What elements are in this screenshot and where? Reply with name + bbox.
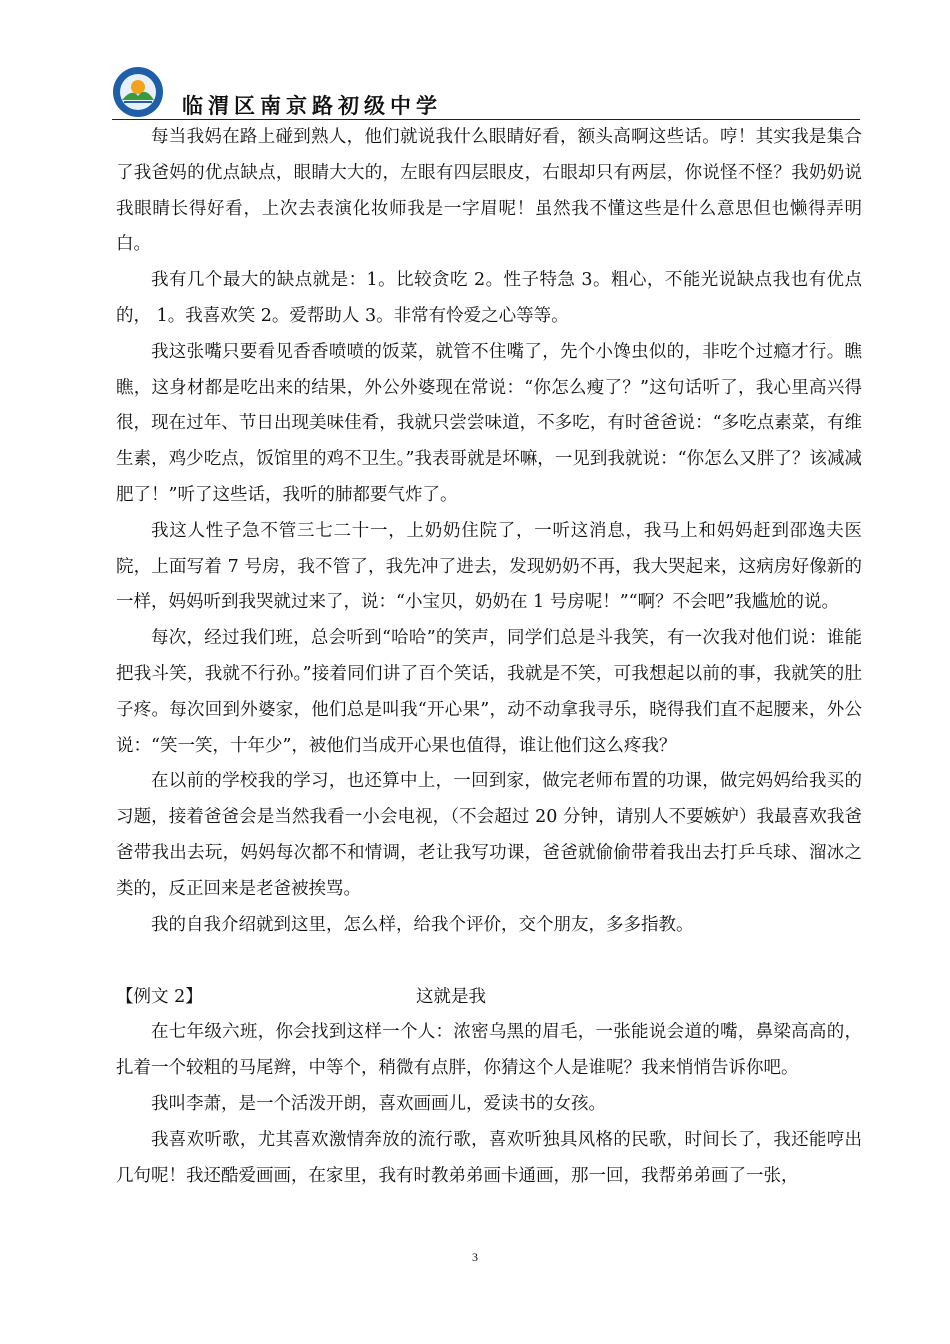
paragraph: 在以前的学校我的学习，也还算中上，一回到家，做完老师布置的功课，做完妈妈给我买的习题，接着爸爸会是当然我看一小会电视，（不会超过 20 分钟，请别人不要嫉妒）我最喜欢我爸爸带我出去玩，妈妈每次都不和情调，老让我写功课，爸爸就偷偷带着我出去打乒乓球、溜冰之类的，反正回来是老爸被挨骂。 [116,771,862,899]
paragraph: 我的自我介绍就到这里，怎么样，给我个评价，交个朋友，多多指教。 [151,914,694,935]
blank-line [116,943,862,979]
paragraph: 每次，经过我们班，总会听到“哈哈”的笑声，同学们总是斗我笑，有一次我对他们说：谁能把我斗笑，我就不行孙。”接着同们讲了百个笑话，我就是不笑，可我想起以前的事，我就笑的肚子疼。每次回到外婆家，他们总是叫我“开心果”，动不动拿我寻乐，晓得我们直不起腰来，外公说：“笑一笑，十年少”，被他们当成开心果也值得，谁让他们这么疼我？ [116,628,862,756]
school-name: 临渭区南京路初级中学 [182,94,442,118]
paragraph: 每当我妈在路上碰到熟人，他们就说我什么眼睛好看，额头高啊这些话。哼！其实我是集合了我爸妈的优点缺点，眼睛大大的，左眼有四层眼皮，右眼却只有两层，你说怪不怪？我奶奶说我眼睛长得好看，上次去表演化妆师我是一字眉呢！虽然我不懂这些是什么意思但也懒得弄明白。 [116,127,862,255]
example-label: 【例文 2】 [116,987,203,1008]
paragraph: 我叫李萧，是一个活泼开朗，喜欢画画儿，爱读书的女孩。 [151,1093,606,1114]
paragraph: 我这人性子急不管三七二十一，上奶奶住院了，一听这消息，我马上和妈妈赶到邵逸夫医院，上面写着 7 号房，我不管了，我先冲了进去，发现奶奶不再，我大哭起来，这病房好像新的一样，妈妈听到我哭就过来了，说：“小宝贝，奶奶在 1 号房呢！”“啊？不会吧”我尴尬的说。 [116,520,862,613]
page-number: 3 [472,1250,478,1264]
example-heading [116,979,862,1015]
document-body [116,120,862,1194]
school-logo [112,66,164,118]
paragraph: 我这张嘴只要看见香香喷喷的饭菜，就管不住嘴了，先个小馋虫似的，非吃个过瘾才行。瞧瞧，这身材都是吃出来的结果，外公外婆现在常说：“你怎么瘦了？”这句话听了，我心里高兴得很，现在过年、节日出现美味佳肴，我就只尝尝味道，不多吃，有时爸爸说：“多吃点素菜，有维生素，鸡少吃点，饭馆里的鸡不卫生。”我表哥就是坏嘛，一见到我就说：“你怎么又胖了？该减减肥了！”听了这些话，我听的肺都要气炸了。 [116,341,862,505]
paragraph: 我有几个最大的缺点就是：1。比较贪吃 2。性子特急 3。粗心，不能光说缺点我也有优点的， 1。我喜欢笑 2。爱帮助人 3。非常有怜爱之心等等。 [116,270,862,326]
page-header [112,66,860,120]
paragraph: 在七年级六班，你会找到这样一个人：浓密乌黑的眉毛，一张能说会道的嘴，鼻梁高高的，扎着一个较粗的马尾辫，中等个，稍微有点胖，你猜这个人是谁呢？我来悄悄告诉你吧。 [116,1022,862,1079]
paragraph: 我喜欢听歌，尤其喜欢激情奔放的流行歌，喜欢听独具风格的民歌，时间长了，我还能哼出几句呢！我还酷爱画画，在家里，我有时教弟弟画卡通画，那一回，我帮弟弟画了一张， [116,1129,862,1186]
example-title: 这就是我 [416,987,486,1008]
